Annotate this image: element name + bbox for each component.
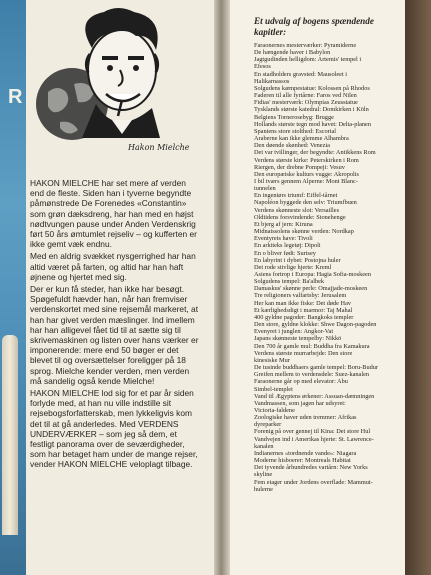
chapter-list-item: Faraonerne går op med elevator: Abu [254, 378, 348, 386]
bio-paragraph: HAKON MIELCHE har set mere af verden end de fleste. Siden han i tyverne begyndte påmønstrede De Forenedes «Constantin» som grøn dæksdreng, har han med en højst nødtvungen pause under Anden Verdenskrig ført 50 års ømtumlet rejseliv – og kufferten er ikke gemt væk endnu. [30, 178, 197, 250]
chapter-list-item: kanalen [254, 442, 274, 450]
chapter-list-item: Indianernes «tordnende vande»: Niagara [254, 449, 357, 457]
chapter-list-item: Her kan man ikke fiske: Det døde Hav [254, 299, 352, 307]
chapter-list-item: Napoléon byggede den selv: Triumfbuen [254, 199, 357, 207]
chapter-list-item: Evenyret i junglen: Angkor-Vat [254, 328, 334, 336]
chapter-list-item: Solgudens kæmpestatue: Kolossen på Rhodos [254, 84, 370, 92]
author-caricature-illustration [30, 4, 190, 154]
chapter-list-item: De hængende haver i Babylon [254, 49, 331, 57]
chapter-list-item: Faraonernes mesterværker: Pyramiderne [254, 42, 357, 49]
author-signature: Hakon Mielche [128, 143, 190, 152]
chapter-list-item: Faderen til alle fyrtårne: Faros ved Nilen [254, 92, 357, 100]
chapter-list-item: Jagtgudinden helligdom: Artemis' tempel i [254, 56, 362, 64]
chapter-list-item: En labyrint i dybet: Postojna huler [254, 256, 341, 264]
chapter-list-item: Midnatssolens skønne verden: Nordkap [254, 228, 354, 236]
chapter-list-item: En o bliver født: Surtsey [254, 249, 316, 257]
chapter-list-item: Greifen mellem to verdensdele: Suez-kanalen [254, 371, 370, 379]
chapter-list-item: Solgudens tempel: Ba'albek [254, 278, 325, 286]
chapter-list-item: Verdens største murrarbejde: Den store [254, 349, 353, 357]
chapter-list-item: tunnelen [254, 185, 276, 193]
chapter-list-item: Den 700 år gamle mul: Buddha fra Kamakura [254, 342, 370, 350]
chapter-list-item: Vandvejen ind i Amerikas hjerte: St. Lawrence- [254, 435, 374, 443]
chapter-list-item: Hollands største tegn mod havet: Delta-planen [254, 120, 371, 128]
chapter-list-item: Et bjerg af jern: Kiruna [254, 220, 313, 228]
bio-paragraph: Med en aldrig svækket nysgerrighed har han altid været på farten, og altid har han haft øjnene og hjertet med sig. [30, 251, 196, 282]
chapter-list-item: Zoologiske haver uden tremmer: Afrikas [254, 414, 357, 422]
chapter-list-item: Fem etager under Jordens overflade: Mammut- [254, 478, 373, 486]
chapter-list-item: Spaniens store stolthed: Escorial [254, 127, 337, 135]
chapter-list-item: Moderne hisboerer: Montreals Habitat [254, 457, 351, 465]
chapter-list-title: Et udvalg af bogens spændende kapitler: [254, 16, 374, 37]
chapter-list-item: Tre religioners valfartsby: Jerusalem [254, 292, 347, 300]
chapter-list-item: Den store, gyldne klokke: Shwe Dagon-pagoden [254, 321, 377, 329]
chapter-list-item: Asiens fortrop i Europa: Hagia Sofia-moskeen [254, 271, 371, 278]
chapter-list-item: Verdens største kirke: Peterskirken i Rom [254, 156, 359, 164]
chapter-list-item: Victoria-faldene [254, 406, 295, 414]
cover-tower-image [2, 335, 18, 535]
chapter-list-item: I bil tværs gennem Alperne: Mont Blanc- [254, 177, 358, 185]
chapter-list-item: De tusinde buddhaers gamle tempel: Boru-Budur [254, 364, 378, 372]
chapter-list-item: Efesos [254, 63, 271, 71]
chapter-list-item: Oldtidens forsvindende: Stonehenge [254, 213, 346, 221]
chapter-list-item: Simbel-templet [254, 385, 293, 393]
chapter-list-item: En stadholders gravsted: Mausoleet i [254, 70, 348, 78]
chapter-list-item: En arkiteks legetøj: Dipoli [254, 242, 321, 250]
bio-paragraph: Der er kun få steder, han ikke har besøgt. Spøgefuldt hævder han, når han fremviser verdenskortet med sine rejsemål markeret, at han har givet verden mæslinger. Ind imellem har han alligevel fået tid til at sætte sig til skrivemaskinen og listen over hans værker er imponerende: mere end 50 bøger er det blevet til og oversættelser foreligger på 18 sprog. Mielche kender verden, men verden må sandelig også kende Mielche! [30, 284, 199, 386]
chapter-list-item: Halikarnassos [254, 77, 290, 85]
chapter-list-item: Eventyrets have: Tivoli [254, 235, 313, 243]
chapter-list-item: Fidias' mesterværk: Olympias Zeusstatue [254, 99, 358, 107]
chapter-list-item: Forenig på over gennej til Kina: Det store Hul [254, 428, 371, 436]
chapter-list-item: Den europæiske kulturs vugge: Akropolis [254, 170, 359, 178]
chapter-list-item: Japans skønneste tempelby: Nikkō [254, 335, 342, 343]
table-background [405, 0, 431, 575]
chapter-list-item: Vandmassen, som jagen har udsyret: [254, 399, 346, 407]
chapter-list-item: Den døende skønhed: Venezia [254, 142, 330, 150]
chapter-list-item: En ingeniørs triumf: Eiffel-tårnet [254, 192, 338, 200]
chapter-list-item: Belgiens Tornerosebyg: Brugge [254, 113, 334, 121]
cover-letter-fragment: R [8, 86, 23, 108]
book-cover-edge [0, 0, 26, 575]
chapter-list-item: Det rode stivlige hjerte: Kreml [254, 263, 332, 271]
chapter-list-item: skyline [254, 471, 273, 479]
chapter-list-item: Damaskus' skønne perle: Omajjade-moskeen [254, 285, 368, 293]
chapter-list-item: Tysklands største katedral: Domkirken i Köln [254, 106, 369, 114]
chapter-list-item: Det var tvillinger, der begyndte: Antikkens Rom [254, 149, 376, 157]
author-biography [30, 178, 200, 472]
chapter-list-item: Verdens skønneste slot: Versailles [254, 206, 340, 214]
chapter-list-item: Riergen, der drebne Pompeji: Vesuv [254, 163, 345, 171]
book-gutter [214, 0, 230, 575]
chapter-list-item: kinesiske Mur [254, 356, 290, 364]
chapter-list-item: dyreparker [254, 421, 282, 429]
chapter-list [254, 42, 404, 493]
bio-paragraph: HAKON MIELCHE lod sig for et par år siden forlyde med, at han nu ville indstille sit rejsebogsforfatterskab, men lykkeligvis kom det til at gå anderledes. Med VERDENS UNDERVÆRKER – som jeg så dem, et festligt panorama over de seværdigheder, som har betaget ham under de mange rejser, vender HAKON MIELCHE veloplagt tilbage. [30, 388, 198, 470]
chapter-list-item: 400 gyldne pagoder: Bangkoks templer [254, 313, 354, 321]
chapter-list-item: Et kærlighedsdigt i marmor: Taj Mahal [254, 306, 353, 314]
chapter-list-item: Det tyvende århundredes vartårn: New Yorks [254, 464, 368, 472]
chapter-list-item: hulerne [254, 485, 273, 493]
chapter-list-item: Vand til Ægyptens ørkener: Assuan-dæmningen [254, 392, 375, 400]
chapter-list-item: Araberne kan ikke glemme Alhambra [254, 135, 349, 143]
